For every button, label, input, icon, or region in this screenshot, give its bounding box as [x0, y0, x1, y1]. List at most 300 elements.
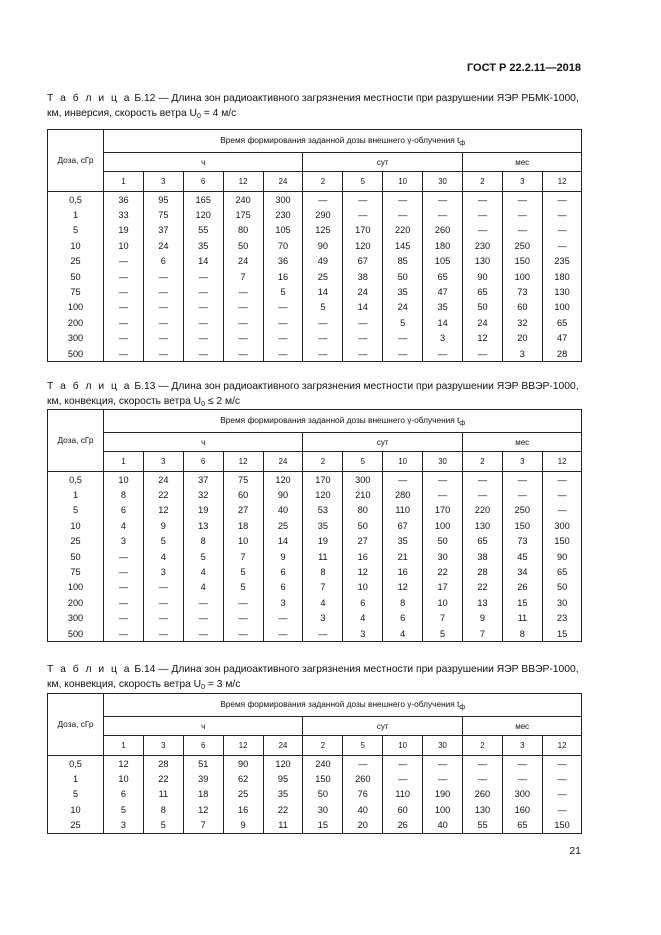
value-cell: 120: [263, 756, 303, 772]
value-cell: 14: [183, 254, 223, 269]
value-cell: —: [263, 626, 303, 642]
value-cell: —: [423, 207, 463, 222]
value-cell: 51: [183, 756, 223, 772]
value-cell: 180: [423, 238, 463, 253]
value-cell: 10: [104, 472, 144, 488]
value-cell: —: [502, 192, 542, 208]
value-cell: 67: [343, 254, 383, 269]
table-row: [48, 192, 582, 208]
value-cell: 65: [423, 269, 463, 284]
value-cell: 6: [263, 564, 303, 579]
value-cell: 22: [263, 802, 303, 817]
table-row: [48, 331, 582, 346]
table-row: [48, 756, 582, 772]
value-cell: 37: [143, 223, 183, 238]
column-header: 30: [423, 736, 463, 756]
value-cell: 300: [502, 787, 542, 802]
value-cell: 100: [502, 269, 542, 284]
value-cell: 90: [223, 756, 263, 772]
value-cell: 8: [183, 534, 223, 549]
value-cell: —: [423, 756, 463, 772]
column-header: 10: [383, 736, 423, 756]
value-cell: 7: [463, 626, 503, 642]
value-cell: 3: [263, 595, 303, 610]
value-cell: 19: [183, 503, 223, 518]
value-cell: 4: [343, 611, 383, 626]
table-row: [48, 626, 582, 642]
value-cell: 5: [263, 284, 303, 299]
value-cell: —: [463, 346, 503, 362]
value-cell: —: [542, 503, 582, 518]
value-cell: 3: [303, 611, 343, 626]
unit-group-header: ч: [104, 433, 303, 452]
value-cell: —: [343, 192, 383, 208]
value-cell: 18: [183, 787, 223, 802]
dose-cell: 10: [48, 518, 104, 533]
column-header: 3: [143, 452, 183, 472]
value-cell: 3: [143, 564, 183, 579]
unit-group-header: сут: [303, 433, 463, 452]
value-cell: 27: [223, 503, 263, 518]
column-header: 12: [542, 452, 582, 472]
value-cell: —: [143, 315, 183, 330]
value-cell: 150: [303, 771, 343, 786]
value-cell: 5: [223, 580, 263, 595]
value-cell: 24: [383, 300, 423, 315]
value-cell: —: [383, 207, 423, 222]
table-row: [48, 787, 582, 802]
dose-cell: 1: [48, 771, 104, 786]
value-cell: 9: [263, 549, 303, 564]
value-cell: 47: [542, 331, 582, 346]
column-header: 3: [143, 736, 183, 756]
value-cell: —: [223, 626, 263, 642]
value-cell: 6: [143, 254, 183, 269]
value-cell: —: [502, 207, 542, 222]
value-cell: —: [343, 346, 383, 362]
dose-cell: 0,5: [48, 472, 104, 488]
value-cell: —: [502, 223, 542, 238]
value-cell: —: [183, 269, 223, 284]
value-cell: —: [463, 223, 503, 238]
value-cell: 130: [463, 518, 503, 533]
caption-label: Т а б л и ц а: [47, 93, 132, 104]
value-cell: 16: [263, 269, 303, 284]
value-cell: 260: [343, 771, 383, 786]
value-cell: 30: [423, 549, 463, 564]
value-cell: 19: [104, 223, 144, 238]
value-cell: 90: [542, 549, 582, 564]
value-cell: —: [104, 254, 144, 269]
dose-cell: 25: [48, 534, 104, 549]
value-cell: 73: [502, 284, 542, 299]
value-cell: —: [223, 331, 263, 346]
value-cell: 105: [423, 254, 463, 269]
value-cell: 50: [383, 269, 423, 284]
value-cell: —: [423, 487, 463, 502]
value-cell: 15: [502, 595, 542, 610]
value-cell: —: [183, 315, 223, 330]
time-header: [104, 130, 582, 153]
table-row: [48, 580, 582, 595]
unit-group-header: ч: [104, 717, 303, 736]
value-cell: 4: [303, 595, 343, 610]
value-cell: —: [542, 787, 582, 802]
value-cell: 26: [502, 580, 542, 595]
value-cell: 62: [223, 771, 263, 786]
value-cell: 3: [104, 534, 144, 549]
time-header-subscript: ф: [459, 140, 466, 147]
value-cell: 4: [143, 549, 183, 564]
value-cell: —: [383, 331, 423, 346]
value-cell: 19: [303, 534, 343, 549]
value-cell: —: [463, 771, 503, 786]
value-cell: 22: [463, 580, 503, 595]
caption-subscript: 0: [201, 684, 206, 691]
dose-table: [47, 693, 582, 834]
value-cell: 32: [183, 487, 223, 502]
dose-cell: 300: [48, 331, 104, 346]
value-cell: —: [183, 626, 223, 642]
value-cell: —: [463, 472, 503, 488]
value-cell: 55: [183, 223, 223, 238]
dose-header: Доза, сГр: [48, 410, 104, 472]
value-cell: —: [463, 207, 503, 222]
value-cell: —: [423, 771, 463, 786]
value-cell: 20: [502, 331, 542, 346]
value-cell: 130: [463, 802, 503, 817]
value-cell: 240: [303, 756, 343, 772]
value-cell: 40: [263, 503, 303, 518]
value-cell: —: [183, 595, 223, 610]
value-cell: —: [263, 346, 303, 362]
value-cell: —: [263, 300, 303, 315]
value-cell: —: [343, 315, 383, 330]
value-cell: 27: [343, 534, 383, 549]
value-cell: 100: [542, 300, 582, 315]
table-row: [48, 534, 582, 549]
value-cell: —: [104, 284, 144, 299]
value-cell: 40: [343, 802, 383, 817]
value-cell: —: [223, 611, 263, 626]
value-cell: 5: [143, 534, 183, 549]
value-cell: 120: [303, 487, 343, 502]
value-cell: 90: [263, 487, 303, 502]
value-cell: —: [303, 192, 343, 208]
value-cell: 10: [104, 771, 144, 786]
value-cell: 150: [502, 254, 542, 269]
table-row: [48, 315, 582, 330]
value-cell: 80: [343, 503, 383, 518]
value-cell: 13: [183, 518, 223, 533]
value-cell: 35: [423, 300, 463, 315]
dose-cell: 10: [48, 238, 104, 253]
dose-cell: 75: [48, 564, 104, 579]
value-cell: 190: [423, 787, 463, 802]
value-cell: 32: [502, 315, 542, 330]
value-cell: 3: [343, 626, 383, 642]
time-header: [104, 410, 582, 433]
value-cell: 50: [423, 534, 463, 549]
value-cell: 35: [183, 238, 223, 253]
value-cell: 16: [383, 564, 423, 579]
value-cell: 170: [423, 503, 463, 518]
value-cell: 21: [383, 549, 423, 564]
column-header: 6: [183, 452, 223, 472]
value-cell: 39: [183, 771, 223, 786]
value-cell: 65: [463, 284, 503, 299]
table-row: [48, 518, 582, 533]
value-cell: 65: [502, 818, 542, 834]
value-cell: —: [104, 580, 144, 595]
column-header: 3: [502, 736, 542, 756]
value-cell: —: [463, 487, 503, 502]
value-cell: 24: [223, 254, 263, 269]
value-cell: 16: [223, 802, 263, 817]
value-cell: 100: [423, 802, 463, 817]
value-cell: —: [343, 756, 383, 772]
value-cell: 290: [303, 207, 343, 222]
value-cell: —: [383, 771, 423, 786]
value-cell: 14: [343, 300, 383, 315]
value-cell: 130: [542, 284, 582, 299]
page-number: 21: [569, 845, 581, 857]
value-cell: 14: [303, 284, 343, 299]
value-cell: 24: [343, 284, 383, 299]
value-cell: 11: [263, 818, 303, 834]
value-cell: 10: [343, 580, 383, 595]
value-cell: —: [143, 269, 183, 284]
value-cell: 8: [104, 487, 144, 502]
table-row: [48, 472, 582, 488]
value-cell: 240: [223, 192, 263, 208]
value-cell: —: [343, 207, 383, 222]
value-cell: 60: [383, 802, 423, 817]
column-header: 12: [542, 736, 582, 756]
table-row: [48, 503, 582, 518]
value-cell: 60: [223, 487, 263, 502]
value-cell: 230: [263, 207, 303, 222]
table-row: [48, 238, 582, 253]
value-cell: 35: [383, 284, 423, 299]
value-cell: 260: [463, 787, 503, 802]
value-cell: —: [223, 300, 263, 315]
value-cell: 8: [303, 564, 343, 579]
dose-cell: 100: [48, 300, 104, 315]
dose-cell: 200: [48, 595, 104, 610]
table-row: [48, 549, 582, 564]
value-cell: —: [542, 192, 582, 208]
value-cell: —: [303, 315, 343, 330]
value-cell: 30: [303, 802, 343, 817]
table-row: [48, 346, 582, 362]
value-cell: 150: [502, 518, 542, 533]
value-cell: 235: [542, 254, 582, 269]
table-row: [48, 223, 582, 238]
value-cell: 6: [104, 787, 144, 802]
column-header: 1: [104, 452, 144, 472]
value-cell: —: [183, 300, 223, 315]
value-cell: 7: [423, 611, 463, 626]
dose-header: Доза, сГр: [48, 130, 104, 192]
value-cell: 6: [343, 595, 383, 610]
caption-text: Б.14 — Длина зон радиоактивного загрязнения местности при разрушении ЯЭР ВВЭР-1000, км, конвекция, скорость ветра U: [47, 664, 579, 690]
value-cell: 24: [463, 315, 503, 330]
value-cell: 38: [463, 549, 503, 564]
value-cell: 8: [143, 802, 183, 817]
column-header: 30: [423, 172, 463, 192]
value-cell: 14: [423, 315, 463, 330]
value-cell: 50: [303, 787, 343, 802]
value-cell: 230: [463, 238, 503, 253]
value-cell: 8: [383, 595, 423, 610]
table-caption: [47, 662, 583, 695]
value-cell: —: [104, 269, 144, 284]
value-cell: 170: [303, 472, 343, 488]
column-header: 1: [104, 736, 144, 756]
dose-cell: 500: [48, 626, 104, 642]
unit-group-header: ч: [104, 153, 303, 172]
value-cell: 35: [383, 534, 423, 549]
value-cell: 250: [502, 238, 542, 253]
value-cell: 76: [343, 787, 383, 802]
value-cell: —: [502, 487, 542, 502]
value-cell: 90: [303, 238, 343, 253]
table-row: [48, 254, 582, 269]
table-caption: [47, 379, 583, 412]
value-cell: 17: [423, 580, 463, 595]
value-cell: 12: [463, 331, 503, 346]
value-cell: 22: [143, 771, 183, 786]
column-header: 3: [502, 172, 542, 192]
value-cell: 300: [263, 192, 303, 208]
value-cell: 11: [303, 549, 343, 564]
value-cell: 95: [263, 771, 303, 786]
value-cell: 85: [383, 254, 423, 269]
value-cell: 36: [263, 254, 303, 269]
column-header: 3: [502, 452, 542, 472]
dose-cell: 1: [48, 487, 104, 502]
value-cell: —: [223, 595, 263, 610]
value-cell: —: [104, 346, 144, 362]
dose-cell: 0,5: [48, 756, 104, 772]
column-header: 2: [463, 452, 503, 472]
value-cell: —: [542, 472, 582, 488]
value-cell: —: [183, 284, 223, 299]
value-cell: 37: [183, 472, 223, 488]
table-row: [48, 207, 582, 222]
value-cell: —: [542, 802, 582, 817]
value-cell: 28: [542, 346, 582, 362]
caption-subscript: 0: [201, 401, 206, 408]
value-cell: 40: [423, 818, 463, 834]
time-header: [104, 694, 582, 717]
value-cell: 12: [183, 802, 223, 817]
value-cell: 22: [423, 564, 463, 579]
column-header: 12: [223, 172, 263, 192]
column-header: 6: [183, 736, 223, 756]
value-cell: 145: [383, 238, 423, 253]
value-cell: 9: [463, 611, 503, 626]
unit-group-header: сут: [303, 153, 463, 172]
column-header: 5: [343, 172, 383, 192]
caption-subscript: 0: [197, 113, 201, 120]
value-cell: —: [143, 284, 183, 299]
value-cell: 16: [343, 549, 383, 564]
value-cell: —: [183, 331, 223, 346]
value-cell: 45: [502, 549, 542, 564]
value-cell: —: [143, 300, 183, 315]
unit-group-header: сут: [303, 717, 463, 736]
time-header-subscript: ф: [459, 420, 466, 427]
dose-cell: 1: [48, 207, 104, 222]
value-cell: —: [383, 346, 423, 362]
value-cell: 80: [223, 223, 263, 238]
value-cell: 35: [263, 787, 303, 802]
value-cell: —: [542, 238, 582, 253]
value-cell: 125: [303, 223, 343, 238]
value-cell: 24: [143, 472, 183, 488]
value-cell: 55: [463, 818, 503, 834]
value-cell: —: [104, 315, 144, 330]
column-header: 2: [463, 172, 503, 192]
caption-text: Б.12 — Длина зон радиоактивного загрязнения местности при разрушении ЯЭР РБМК-1000, км, инверсия, скорость ветра U: [47, 93, 579, 119]
value-cell: 5: [423, 626, 463, 642]
value-cell: 25: [303, 269, 343, 284]
column-header: 10: [383, 172, 423, 192]
value-cell: —: [223, 315, 263, 330]
value-cell: —: [542, 756, 582, 772]
value-cell: —: [542, 771, 582, 786]
value-cell: —: [502, 756, 542, 772]
value-cell: 12: [143, 503, 183, 518]
value-cell: 95: [143, 192, 183, 208]
value-cell: 6: [383, 611, 423, 626]
value-cell: 10: [423, 595, 463, 610]
column-header: 2: [303, 736, 343, 756]
value-cell: —: [423, 472, 463, 488]
value-cell: 170: [343, 223, 383, 238]
column-header: 2: [303, 452, 343, 472]
value-cell: 250: [502, 503, 542, 518]
value-cell: 9: [223, 818, 263, 834]
time-header-text: Время формирования заданной дозы внешнего γ-облучения t: [220, 135, 460, 145]
dose-cell: 5: [48, 223, 104, 238]
value-cell: —: [104, 300, 144, 315]
unit-group-header: мес: [463, 433, 582, 452]
value-cell: 75: [143, 207, 183, 222]
value-cell: 110: [383, 787, 423, 802]
value-cell: —: [383, 756, 423, 772]
value-cell: 35: [303, 518, 343, 533]
table-row: [48, 487, 582, 502]
table-row: [48, 818, 582, 834]
value-cell: 25: [223, 787, 263, 802]
dose-cell: 500: [48, 346, 104, 362]
value-cell: 4: [183, 580, 223, 595]
dose-cell: 75: [48, 284, 104, 299]
value-cell: 7: [223, 269, 263, 284]
value-cell: 73: [502, 534, 542, 549]
value-cell: 9: [143, 518, 183, 533]
value-cell: 23: [542, 611, 582, 626]
value-cell: 12: [343, 564, 383, 579]
value-cell: —: [223, 284, 263, 299]
value-cell: 3: [502, 346, 542, 362]
value-cell: 50: [343, 518, 383, 533]
value-cell: 4: [183, 564, 223, 579]
value-cell: 70: [263, 238, 303, 253]
